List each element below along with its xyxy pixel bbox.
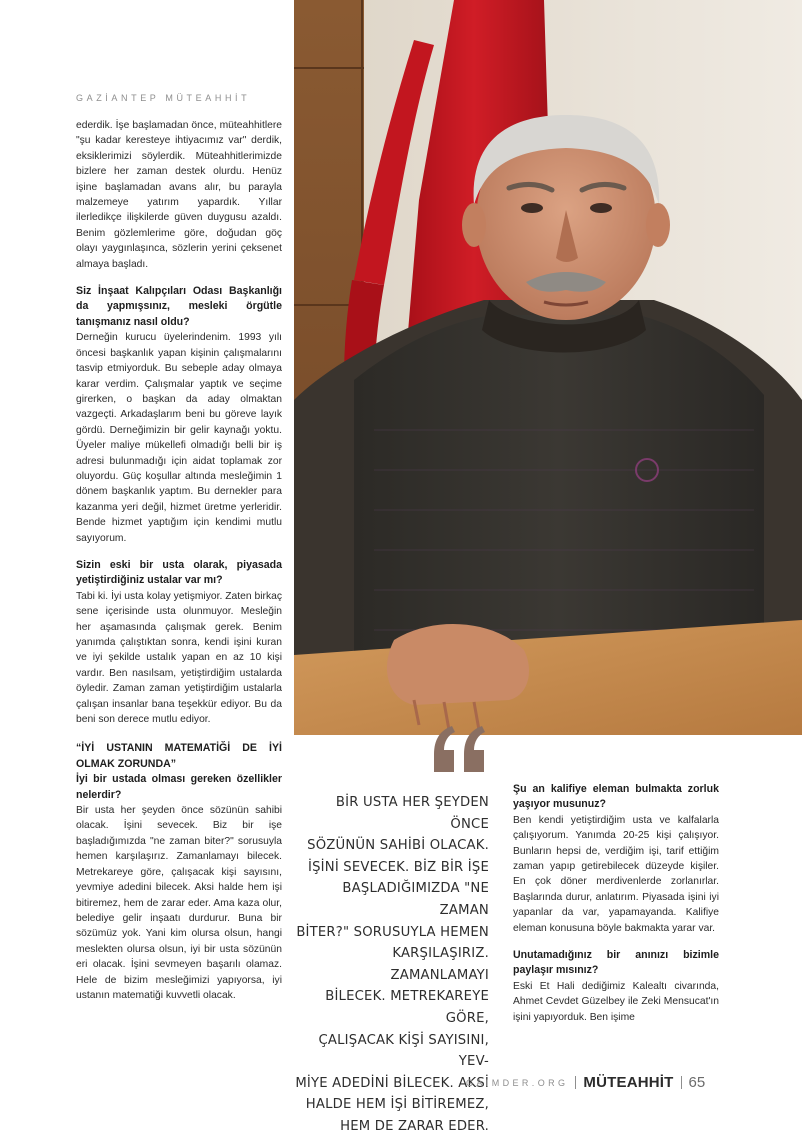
footer-divider [575, 1076, 576, 1089]
paragraph: ederdik. İşe başlamadan önce, müteahhitlere "şu kadar keresteye ihtiyacımız var" derdik, eksiklerimizi söylerdik. Müteahhitlerimizde bizlere her zaman destek olurdu. Henüz işine başlamadan avans alır, bu parayla malzemeye yatırım yapardık. Yıllar ilerledikçe ilişkilerde güven duygusu azaldı. Benim gözlemlerime göre, doğudan göç olayı yaygınlaşınca, sözlerin yerini çeksenet almaya başladı. [76, 120, 282, 270]
pull-quote-line: HALDE HEM İŞİ BİTİREMEZ, [305, 1097, 489, 1113]
left-column [76, 118, 282, 1003]
section-heading: “İYİ USTANIN MATEMATİĞİ DE İYİ OLMAK ZORUNDA” [76, 742, 282, 770]
pull-quote-line: MİYE ADEDİNİ BİLECEK. AKSİ [295, 1075, 489, 1091]
paragraph: Ben kendi yetiştirdiğim usta ve kalfalarla çalışıyorum. Yanımda 20-25 kişi çalışıyor. Bunların hepsi de, verdiğim işi, tarif ettiğim zaman yapıp getirebilecek düzeyde kişiler. En çok döner merdivenlerde zorlanırlar. Başlarında durur, anlatırım. Piyasada işini iyi yapanlar da var, yapamayanda. Kalifiye eleman konusuna böyle bakmakta yarar var. [513, 814, 719, 934]
question-heading: İyi bir ustada olması gereken özellikler nelerdir? [76, 773, 282, 801]
portrait-photo [294, 0, 802, 735]
page-footer [466, 1074, 705, 1091]
pull-quote-line: BAŞLADIĞIMIZDA "NE ZAMAN [342, 881, 489, 918]
question-heading: Şu an kalifiye eleman bulmakta zorluk yaşıyor musunuz? [513, 783, 719, 811]
footer-divider [681, 1076, 682, 1089]
paragraph: Tabi ki. İyi usta kolay yetişmiyor. Zaten birkaç sene içerisinde usta olunmuyor. Mesleğin her aşamasında çalışmak gerek. Benim yanımda çalıştıktan sonra, kendi işini kuran ve iyi şekilde ustalık yapan en az 10 kişi vardır. Ben nasılsam, yetiştirdiğim ustalarda öyledir. Zaman zaman yetiştirdiğim ustalarla çalışan insanlar bana teşekkür ediyor. Bu da beni son derece mutlu ediyor. [76, 590, 282, 726]
question-heading: Unutamadığınız bir anınızı bizimle paylaşır mısınız? [513, 949, 719, 977]
right-column [513, 782, 719, 1025]
quote-mark-icon [430, 718, 490, 778]
pull-quote-line: BİTER?" SORUSUYLA HEMEN [296, 924, 489, 940]
paragraph: Bir usta her şeyden önce sözünün sahibi olacak. İşini sevecek. Biz bir işe başladığımızda "ne zaman biter?" sorusuyla hemen karşılaşırız. Zamanlamayı bilecek. Metrekareye göre, çalışacak kişi sayısını, yevmiye adedini bilecek. Aksi halde hem işi bitiremez, hem de zarar eder. Ama kaza olur, belediye gelir inşaatı durdurur. Buna bir sözümüz yok. Yani kim olursa olsun, hangi meslekten olursa olsun, iyi bir usta sözünün eri olacak. İşini sevmeyen başarılı olamaz. Hele de bizim mesleğimizi yapıyorsa, iyi ustanın matematiği kuvvetli olacak. [76, 805, 282, 1001]
footer-magazine-name: MÜTEAHHİT [583, 1074, 674, 1091]
footer-website: GAIMDER.ORG [466, 1077, 569, 1088]
pull-quote-line: KARŞILAŞIRIZ. ZAMANLAMAYI [390, 946, 489, 983]
pull-quote [294, 792, 489, 1138]
pull-quote-line: İŞİNİ SEVECEK. BİZ BİR İŞE [308, 859, 489, 875]
question-heading: Siz İnşaat Kalıpçıları Odası Başkanlığı da yapmışsınız, mesleki örgütle tanışmanız nasıl oldu? [76, 285, 282, 328]
paragraph: Derneğin kurucu üyelerindenim. 1993 yılı öncesi başkanlık yapan kişinin çalışmalarını tasvip etmiyorduk. Bu sebeple aday olmaya karar verdim. Çalışmalar yaptık ve seçime girerken, o başkan da aday olmaktan vazgeçti. Arkadaşlarım beni bu göreve layık gördü. Derneğimizin bir gelir kaynağı yoktu. Üyeler maliye mükellefi olmadığı belli bir iş adresi bulunmadığı için aidat toplamak zor oluyordu. Güç koşullar altında mesleğimin 1 dönem başkanlık yaptım. Bu dernekler para kazanma yeri değil, hizmet üretme yerleridir. Bende hizmet yaptığım için kendimi mutlu sayıyorum. [76, 332, 282, 544]
question-heading: Sizin eski bir usta olarak, piyasada yetiştirdiğiniz ustalar var mı? [76, 558, 282, 587]
pull-quote-line: SÖZÜNÜN SAHİBİ OLACAK. [307, 838, 489, 854]
pull-quote-line: BİLECEK. METREKAREYE GÖRE, [325, 989, 489, 1026]
paragraph: Eski Et Hali dediğimiz Kalealtı civarında, Ahmet Cevdet Güzelbey ile Zeki Mensucat'ın işini yapıyorduk. Ben işime [513, 980, 719, 1023]
running-head: GAZİANTEP MÜTEAHHİT [76, 93, 251, 103]
page-number: 65 [688, 1074, 706, 1091]
pull-quote-line: BİR USTA HER ŞEYDEN ÖNCE [335, 795, 489, 832]
pull-quote-line: HEM DE ZARAR EDER. [340, 1118, 489, 1134]
pull-quote-line: ÇALIŞACAK KİŞİ SAYISINI, YEV- [318, 1032, 489, 1070]
